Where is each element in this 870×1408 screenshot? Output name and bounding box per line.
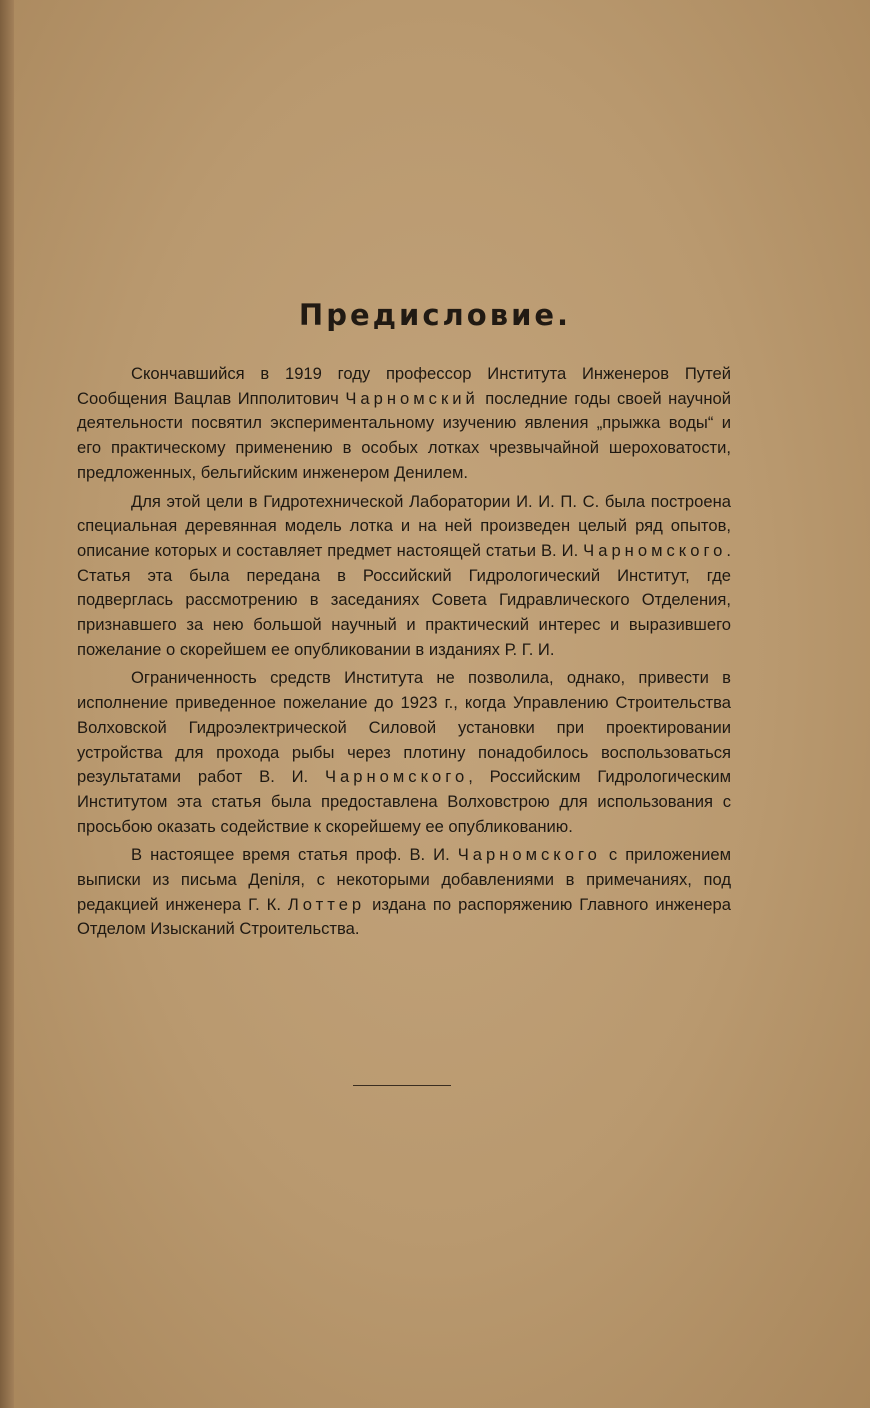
paragraph-4-text-2: с приложением выписки из письма Деniля, с некоторыми добавлениями в примечаниях, под редакцией инженера Г. К.: [77, 845, 731, 914]
paragraph-3-author-name: Чарномского: [324, 767, 469, 787]
paragraph-4-author-name: Чарномского: [457, 845, 601, 865]
paragraph-4-editor-name: Лоттер: [287, 894, 366, 914]
closing-rule: [353, 1085, 451, 1086]
preface-text: [77, 362, 731, 946]
paragraph-3-text-2: , Российским Гидрологическим Институтом эта статья была предоставлена Волховстрою для использования с просьбою оказать содействие к скорейшему ее опубликованию.: [77, 767, 732, 836]
paragraph-3: [77, 666, 731, 839]
page-title: Предисловие.: [298, 298, 572, 332]
paragraph-2-author-name: Чарномского: [583, 540, 727, 560]
paragraph-2: [77, 490, 731, 663]
paragraph-4-text-3: издана по распоряжению Главного инженера Отделом Изысканий Строительства.: [77, 894, 731, 939]
paragraph-1-author-name: Чарномский: [345, 388, 479, 408]
paragraph-4: [77, 843, 731, 942]
page-edge-shadow: [0, 0, 14, 1408]
paragraph-1-text-1: Скончавшийся в 1919 году профессор Института Инженеров Путей Сообщения Вацлав Ипполитович: [77, 364, 731, 408]
paragraph-2-text-1: Для этой цели в Гидротехнической Лаборатории И. И. П. С. была построена специальная деревянная модель лотка и на ней произведен целый ряд опытов, описание которых и составляет предмет настоящей статьи В. И.: [77, 491, 731, 560]
paragraph-2-text-2: . Статья эта была передана в Российский Гидрологический Институт, где подверглась рассмотрению в заседаниях Совета Гидравлического Отделения, признавшего за нею большой научный и практический интерес и выразившего пожелание о скорейшем ее опубликовании в изданиях Р. Г. И.: [77, 540, 731, 659]
paragraph-4-text-1: В настоящее время статья проф. В. И.: [131, 845, 458, 865]
paragraph-1-text-2: последние годы своей научной деятельности посвятил экспериментальному изучению явления „прыжка воды“ и его практическому применению в особых лотках чрезвычайной шероховатости, предложенных, бельгийским инженером Денилем.: [77, 388, 731, 482]
paragraph-3-text-1: Ограниченность средств Института не позволила, однако, привести в исполнение приведенное пожелание до 1923 г., когда Управлению Строительства Волховской Гидроэлектрической Силовой установки при проектировании устройства для прохода рыбы через плотину понадобилось воспользоваться результатами работ В. И.: [77, 668, 731, 787]
paragraph-1: [77, 362, 731, 486]
